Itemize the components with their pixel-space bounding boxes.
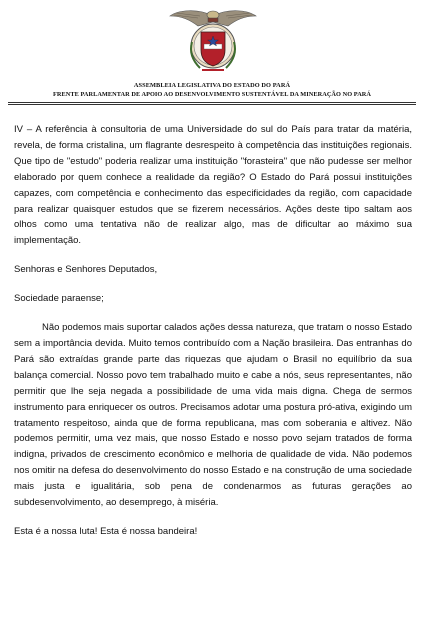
document-body	[14, 122, 412, 540]
coat-of-arms-icon	[168, 6, 258, 78]
paragraph-iv: IV – A referência à consultoria de uma Universidade do sul do País para tratar da matéria, revela, de forma cristalina, um flagrante desrespeito à competência das instituições regionais. Que tipo de "estudo" poderia realizar uma instituição "forasteira" que não pudesse ser melhor elaborado por quem conhece a realidade da região? O Estado do Pará possui instituições capazes, com competência e conhecimento das especificidades da região, com capacidade para realizar quaisquer estudos que se fizerem necessários. Ações deste tipo saltam aos olhos como uma tentativa não de realizar algo, mas de dificultar ao máximo sua implementação.	[14, 124, 412, 247]
header-divider	[8, 102, 416, 103]
greeting-deputies: Senhoras e Senhores Deputados,	[14, 264, 158, 276]
closing-line: Esta é a nossa luta! Esta é nossa bandeira!	[14, 525, 198, 537]
header-divider-thin	[8, 104, 416, 105]
header-front-name: FRENTE PARLAMENTAR DE APOIO AO DESENVOLVIMENTO SUSTENTÁVEL DA MINERAÇÃO NO PARÁ	[52, 91, 371, 98]
header-assembly-name: ASSEMBLEIA LEGISLATIVA DO ESTADO DO PARÁ	[133, 82, 291, 89]
greeting-society: Sociedade paraense;	[14, 293, 104, 305]
paragraph-main: Não podemos mais suportar calados ações dessa natureza, que tratam o nosso Estado sem a importância devida. Muito temos contribuído com a Nação brasileira. Das entranhas do Pará são extraídas grande parte das riquezas que ajudam o Brasil no equilíbrio da sua balança comercial. Nosso povo tem trabalhado muito e cabe a nós, seus representantes, não permitir que lhe seja negada a possibilidade de uma vida mais digna. Chega de sermos instrumento para enriquecer os outros. Precisamos adotar uma postura pró-ativa, exigindo um tratamento respeitoso, ainda que de forma republicana, mas com soberania e altivez. Não podemos permitir, uma vez mais, que nosso Estado e nosso povo sejam tratados de forma indigna, privados de crescimento econômico e melhoria de qualidade de vida. Não podemos nos omitir na defesa do desenvolvimento do nosso Estado e na construção de uma sociedade mais justa e igualitária, sob pena de condenarmos as futuras gerações ao subdesenvolvimento, ao desemprego, à miséria.	[14, 322, 412, 509]
